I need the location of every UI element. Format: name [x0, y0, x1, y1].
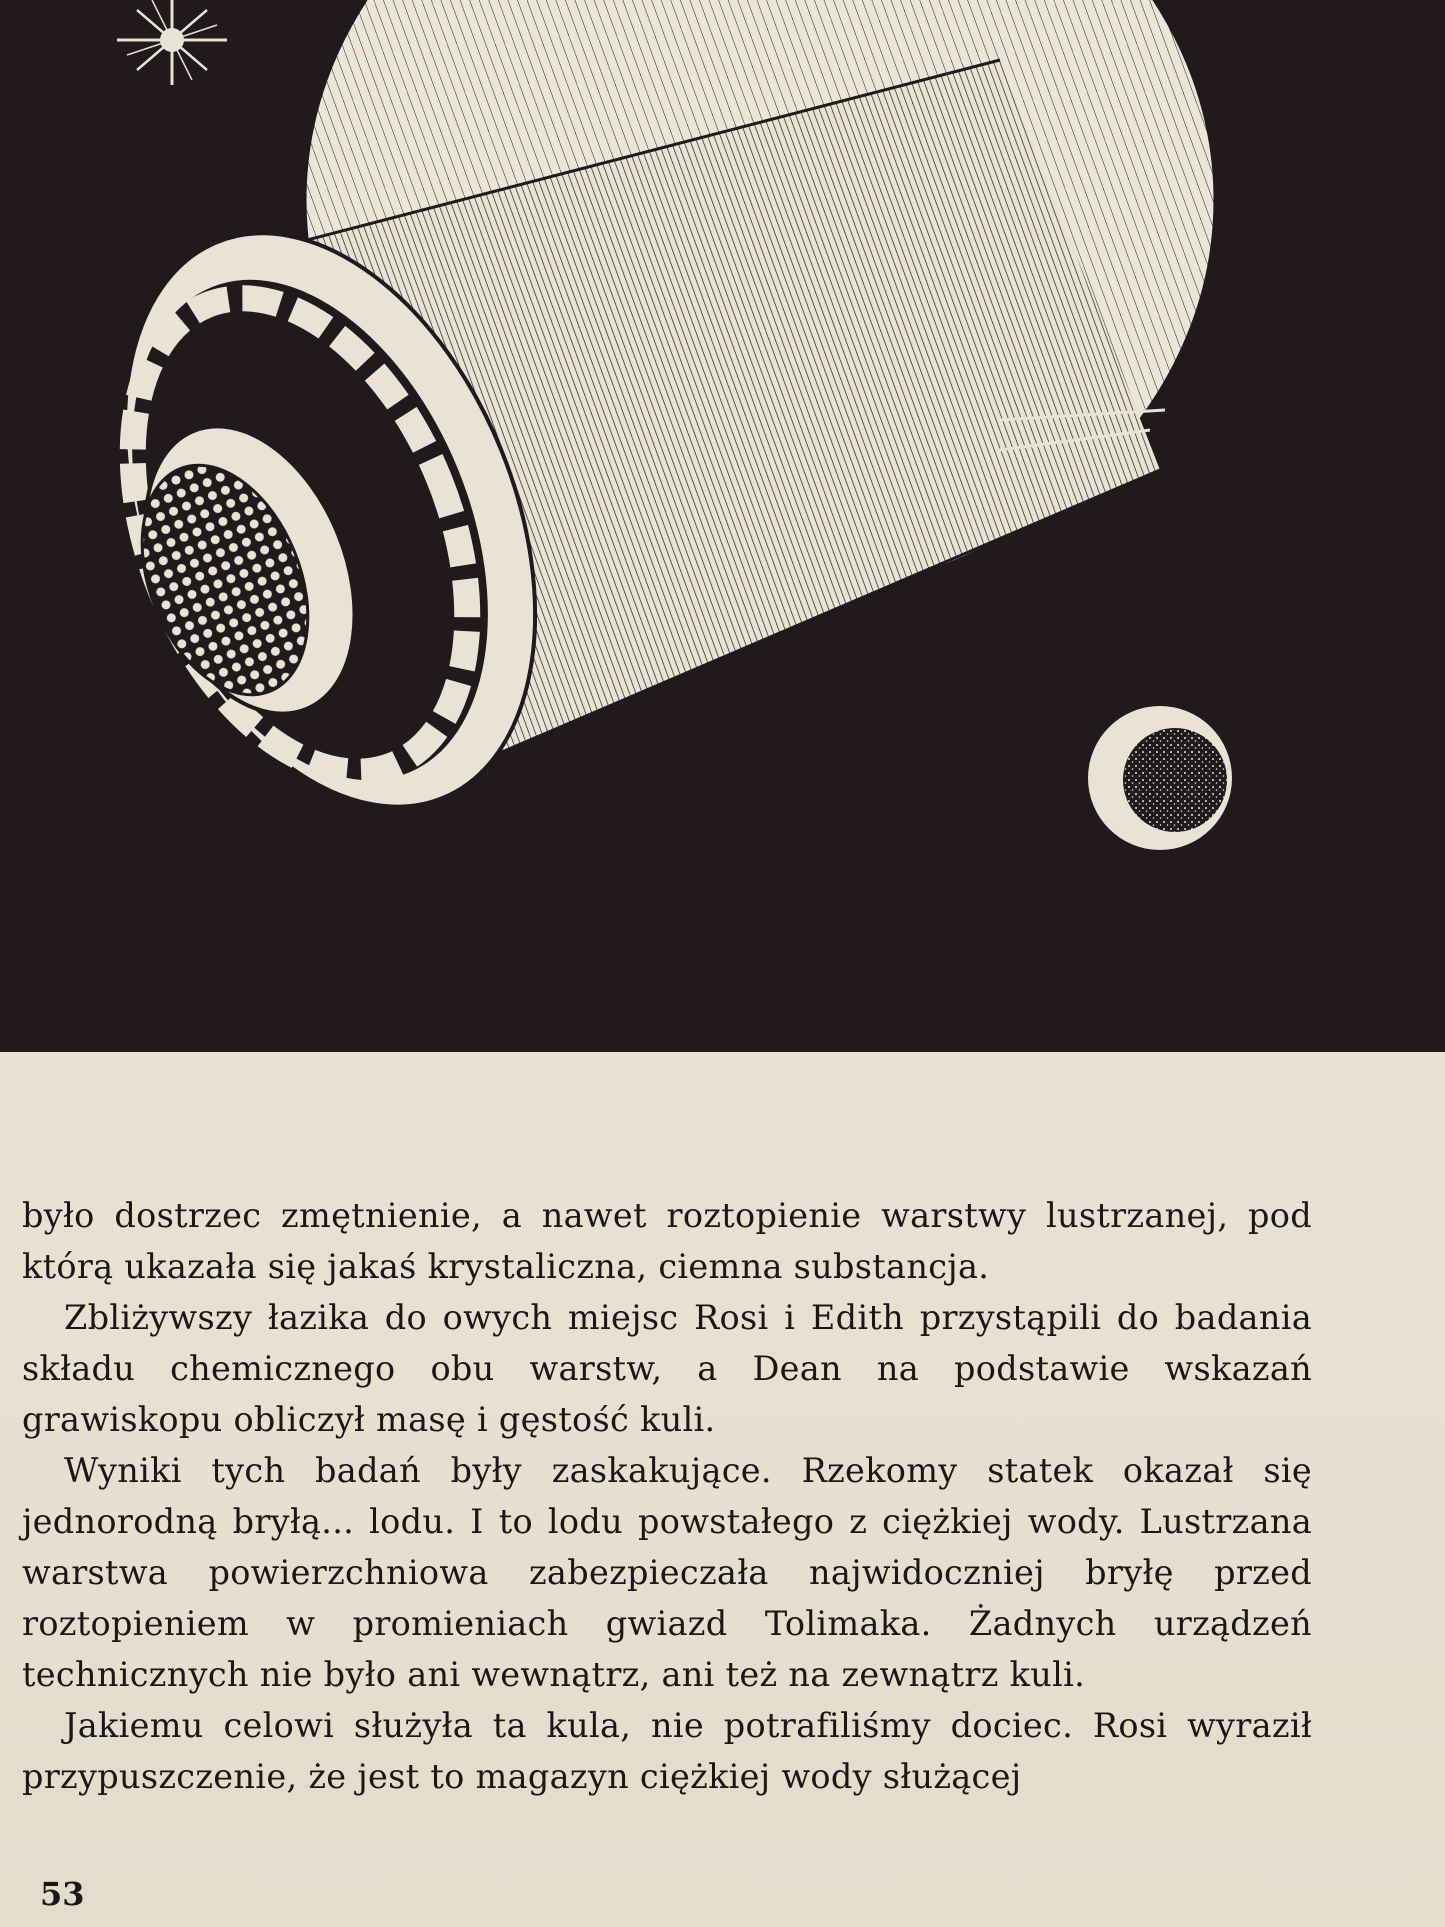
- star-icon: [117, 0, 227, 85]
- page-number: 53: [40, 1875, 85, 1913]
- paragraph-4: Jakiemu celowi służyła ta kula, nie potrafiliśmy dociec. Rosi wyraził przypuszczenie, że jest to magazyn ciężkiej wody służącej: [22, 1706, 1312, 1796]
- paragraph-2: Zbliżywszy łazika do owych miejsc Rosi i Edith przystąpili do badania składu chemicznego obu warstw, a Dean na podstawie wskazań grawiskopu obliczył masę i gęstość kuli.: [22, 1298, 1312, 1439]
- small-planet: [1088, 706, 1232, 850]
- body-text: [22, 1190, 1312, 1802]
- paragraph-1: było dostrzec zmętnienie, a nawet roztopienie warstwy lustrzanej, pod którą ukazała się jakaś krystaliczna, ciemna substancja.: [22, 1196, 1312, 1286]
- paragraph-3: Wyniki tych badań były zaskakujące. Rzekomy statek okazał się jednorodną bryłą... lodu. I to lodu powstałego z ciężkiej wody. Lustrzana warstwa powierzchniowa zabezpieczała najwidoczniej bryłę przed roztopieniem w promieniach gwiazd Tolimaka. Żadnych urządzeń technicznych nie było ani wewnątrz, ani też na zewnątrz kuli.: [22, 1451, 1312, 1694]
